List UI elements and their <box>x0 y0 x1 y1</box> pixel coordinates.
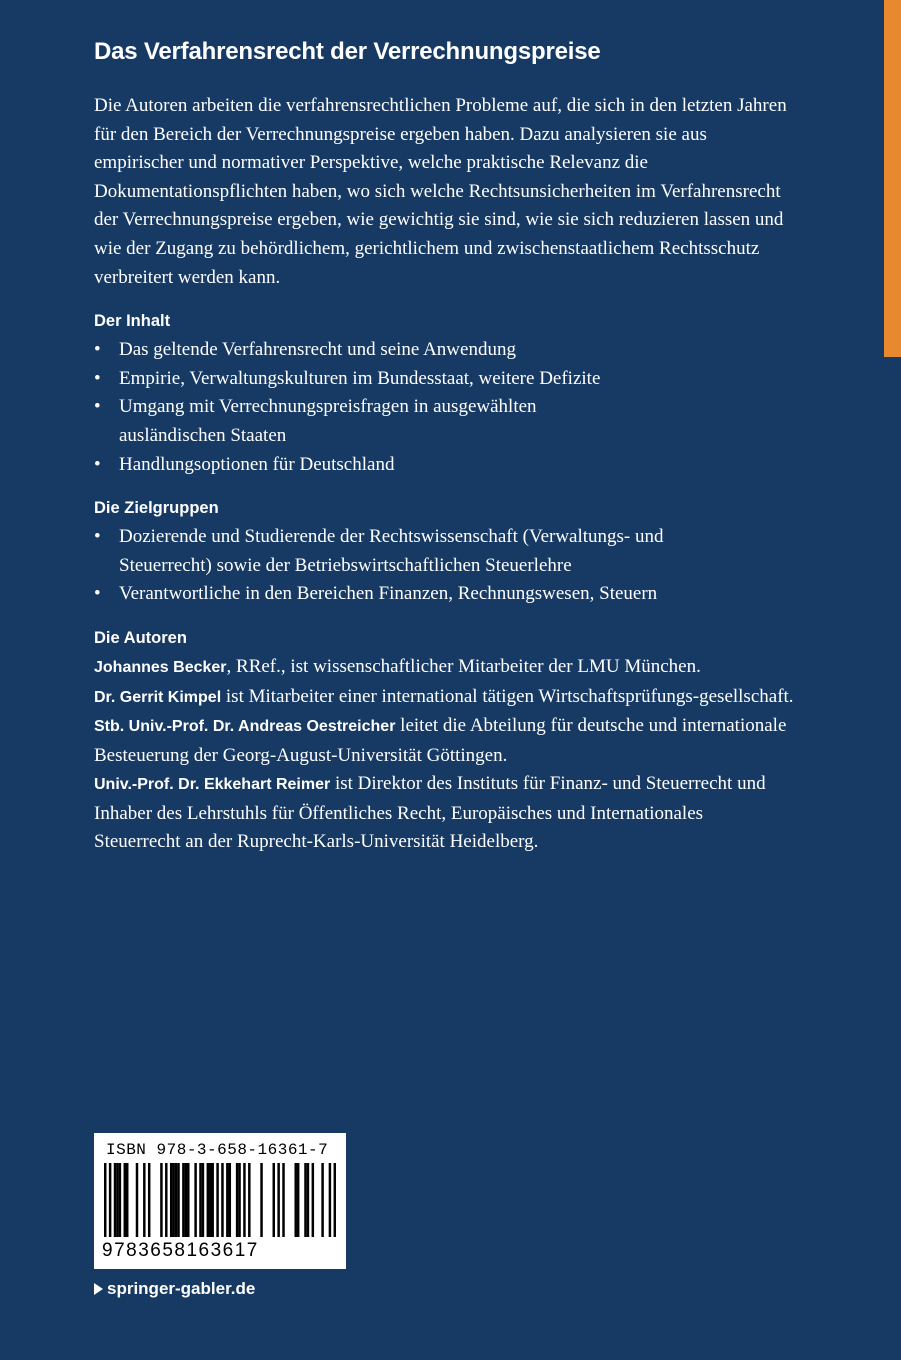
barcode-bar <box>175 1163 177 1237</box>
bullet-icon: • <box>94 367 101 389</box>
author-entry <box>94 653 794 683</box>
list-item: • Umgang mit Verrechnungspreisfragen in ausgewählten ausländischen Staaten <box>94 393 639 450</box>
barcode-bar <box>221 1163 223 1237</box>
list-item: • Empirie, Verwaltungskulturen im Bundesstaat, weitere Defizite <box>94 365 794 394</box>
barcode-bar <box>185 1163 187 1237</box>
book-title: Das Verfahrensrecht der Verrechnungspreise <box>94 38 601 65</box>
barcode-bar <box>202 1163 204 1237</box>
author-description: ist Direktor des Instituts für Finanz- und Steuerrecht und Inhaber des Lehrstuhls für Öffentliches Recht, Europäisches und Internationales Steuerrecht an der Ruprecht-Karls-Universität Heidelberg. <box>94 773 766 853</box>
barcode-bar <box>160 1163 162 1237</box>
barcode-bar <box>243 1163 245 1237</box>
list-item: • Dozierende und Studierende der Rechtswissenschaft (Verwaltungs- und Steuerrecht) sowie der Betriebswirtschaftlichen Steuerlehre <box>94 523 749 580</box>
author-name: Univ.-Prof. Dr. Ekkehart Reimer <box>94 776 331 794</box>
arrow-right-icon <box>94 1283 103 1295</box>
bullet-icon: • <box>94 339 101 361</box>
barcode-bar <box>109 1163 111 1237</box>
website-link[interactable] <box>94 1279 255 1299</box>
barcode-bar <box>294 1163 296 1237</box>
barcode-bar <box>216 1163 218 1237</box>
barcode-bar <box>126 1163 128 1237</box>
barcode-bars <box>104 1163 336 1237</box>
barcode-bar <box>194 1163 196 1237</box>
barcode-bar <box>277 1163 279 1237</box>
barcode-bar <box>238 1163 240 1237</box>
barcode-bar <box>312 1163 314 1237</box>
website-label: springer-gabler.de <box>107 1279 256 1298</box>
barcode-bar <box>124 1163 126 1237</box>
author-description: , RRef., ist wissenschaftlicher Mitarbeiter der LMU München. <box>226 655 701 677</box>
inhalt-list <box>94 336 794 479</box>
barcode-bar <box>248 1163 250 1237</box>
isbn-label: ISBN 978-3-658-16361-7 <box>106 1141 329 1159</box>
barcode-bar <box>211 1163 213 1237</box>
bullet-icon: • <box>94 583 101 605</box>
author-name: Dr. Gerrit Kimpel <box>94 688 222 706</box>
list-item: • Handlungsoptionen für Deutschland <box>94 451 794 480</box>
barcode-bar <box>307 1163 309 1237</box>
barcode-bar <box>170 1163 172 1237</box>
author-name: Johannes Becker <box>94 658 227 676</box>
list-item: • Verantwortliche in den Bereichen Finanzen, Rechnungswesen, Steuern <box>94 580 794 609</box>
barcode-bar <box>143 1163 145 1237</box>
bullet-icon: • <box>94 453 101 475</box>
barcode-bar <box>236 1163 238 1237</box>
author-entry <box>94 712 794 770</box>
barcode-bar <box>207 1163 209 1237</box>
barcode-bar <box>182 1163 184 1237</box>
barcode-bar <box>172 1163 174 1237</box>
barcode-bar <box>116 1163 118 1237</box>
author-name: Stb. Univ.-Prof. Dr. Andreas Oestreicher <box>94 718 396 736</box>
barcode-bar <box>114 1163 116 1237</box>
author-entry <box>94 683 794 713</box>
barcode-bar <box>229 1163 231 1237</box>
intro-paragraph: Die Autoren arbeiten die verfahrensrechtlichen Probleme auf, die sich in den letzten Jahren für den Bereich der Verrechnungspreise ergeben haben. Dazu analysieren sie aus empirischer und normativer Perspektive, welche praktische Relevanz die Dokumentationspflichten haben, wo sich welche Rechtsunsicherheiten im Verfahrensrecht der Verrechnungspreise ergeben, wie gewichtig sie sind, wie sie sich reduzieren lassen und wie der Zugang zu behördlichem, gerichtlichem und zwischenstaatlichem Rechtsschutz verbreitert werden kann. <box>94 95 787 288</box>
author-description: ist Mitarbeiter einer international tätigen Wirtschaftsprüfungs-gesellschaft. <box>221 685 794 707</box>
author-entry <box>94 770 794 857</box>
barcode-bar <box>329 1163 331 1237</box>
barcode-bar <box>334 1163 336 1237</box>
orange-accent-bar <box>884 0 901 357</box>
barcode-bar <box>282 1163 284 1237</box>
zielgruppen-heading: Die Zielgruppen <box>94 499 219 518</box>
barcode-bar <box>104 1163 106 1237</box>
barcode-bar <box>321 1163 323 1237</box>
barcode-bar <box>199 1163 201 1237</box>
inhalt-heading: Der Inhalt <box>94 312 171 331</box>
author-description: leitet die Abteilung für deutsche und internationale Besteuerung der Georg-August-Universität Göttingen. <box>94 715 787 766</box>
barcode-bar <box>177 1163 179 1237</box>
barcode-bar <box>119 1163 121 1237</box>
list-item: • Das geltende Verfahrensrecht und seine Anwendung <box>94 336 794 365</box>
barcode-bar <box>136 1163 138 1237</box>
zielgruppen-list <box>94 523 794 609</box>
barcode-bar <box>209 1163 211 1237</box>
bullet-icon: • <box>94 396 101 418</box>
barcode-bar <box>187 1163 189 1237</box>
barcode-bar <box>226 1163 228 1237</box>
barcode-bar <box>165 1163 167 1237</box>
barcode-bar <box>148 1163 150 1237</box>
barcode-bar <box>273 1163 275 1237</box>
autoren-heading: Die Autoren <box>94 628 187 647</box>
isbn-barcode <box>94 1133 346 1269</box>
barcode-bar <box>304 1163 306 1237</box>
barcode-bar <box>260 1163 262 1237</box>
ean-digits: 9783658163617 <box>102 1240 259 1261</box>
back-cover-content <box>94 38 794 857</box>
bullet-icon: • <box>94 526 101 548</box>
barcode-bar <box>297 1163 299 1237</box>
